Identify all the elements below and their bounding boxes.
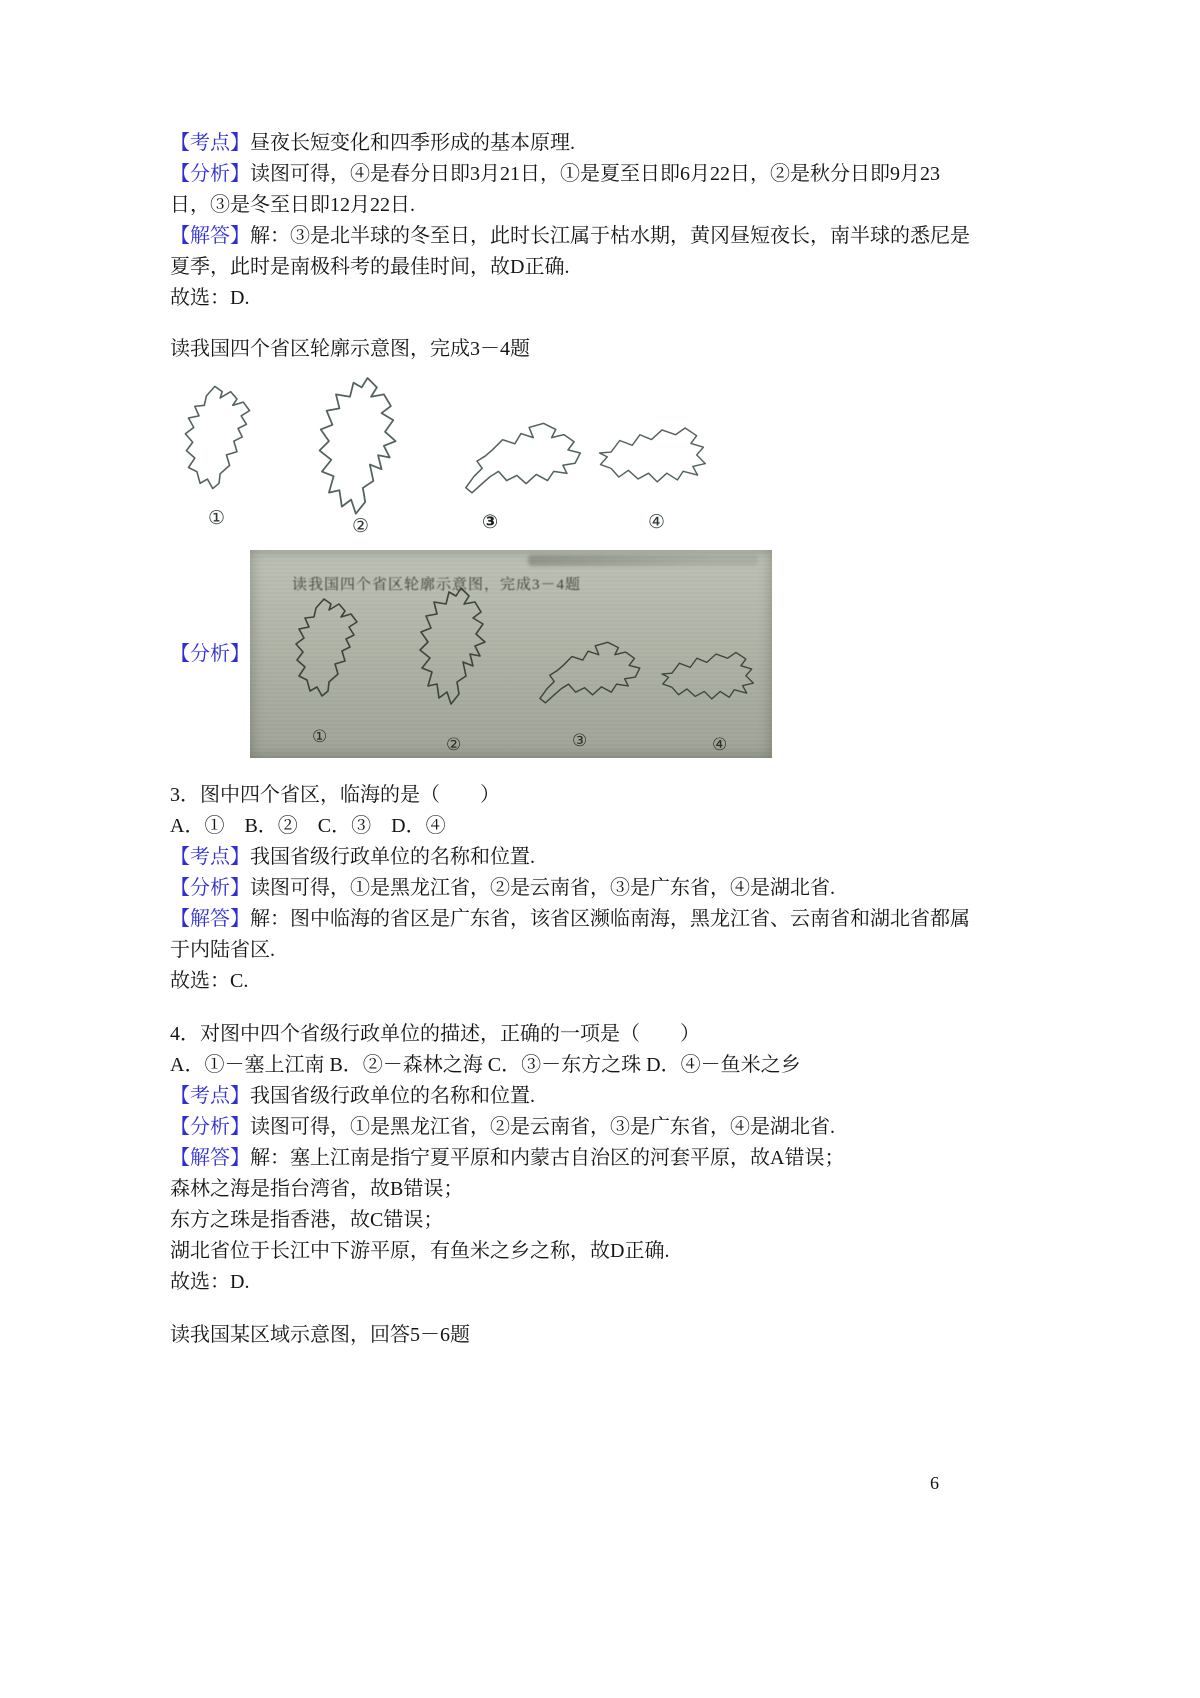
q4-kaodian-line <box>170 1081 970 1112</box>
scan-outline-2 <box>402 582 502 712</box>
circled-number-4: ④ <box>648 511 666 533</box>
q2-jieda-text: 解：③是北半球的冬至日，此时长江属于枯水期，黄冈昼短夜长，南半球的悉尼是夏季，此时是南极科考的最佳时间，故D正确. <box>170 225 970 278</box>
q2-answer: 故选：D. <box>170 287 250 309</box>
scan-circled-number-4: ④ <box>712 735 728 755</box>
spacer <box>170 997 970 1019</box>
province-outline-1-heilongjiang <box>172 379 264 497</box>
scan-circled-number-2: ② <box>446 735 462 755</box>
q4-jieda-line4: 湖北省位于长江中下游平原，有鱼米之乡之称，故D正确. <box>170 1240 670 1262</box>
q4-jieda-line2: 森林之海是指台湾省，故B错误； <box>170 1178 464 1200</box>
q3-options: A．① B．② C．③ D．④ <box>170 815 446 837</box>
scan-noise <box>528 555 758 566</box>
q2-kaodian-line <box>170 128 970 159</box>
circled-number-2: ② <box>352 515 370 537</box>
q3-fenxi-line <box>170 873 970 904</box>
q4-jieda-line3: 东方之珠是指香港，故C错误； <box>170 1209 444 1231</box>
fenxi-label: 【分析】 <box>170 877 250 899</box>
kaodian-label: 【考点】 <box>170 846 250 868</box>
scan-circled-number-3: ③ <box>572 731 588 751</box>
footer-intro: 读我国某区域示意图，回答5－6题 <box>170 1324 470 1346</box>
q2-fenxi-line <box>170 159 970 221</box>
q2-jieda-line <box>170 221 970 283</box>
analysis-scan-row <box>170 550 970 758</box>
q3-jieda-text: 解：图中临海的省区是广东省，该省区濒临南海，黑龙江省、云南省和湖北省都属于内陆省区. <box>170 908 970 961</box>
spacer <box>170 758 970 780</box>
q4-stem: 4．对图中四个省级行政单位的描述，正确的一项是（ ） <box>170 1023 700 1045</box>
circled-number-3: ③ <box>482 511 499 533</box>
kaodian-label: 【考点】 <box>170 132 250 154</box>
q3-kaodian-text: 我国省级行政单位的名称和位置. <box>250 846 535 868</box>
scan-circled-number-1: ① <box>312 727 328 747</box>
q4-fenxi-text: 读图可得，①是黑龙江省，②是云南省，③是广东省，④是湖北省. <box>250 1116 835 1138</box>
q3-kaodian-line <box>170 842 970 873</box>
scan-caption: 读我国四个省区轮廓示意图，完成3－4题 <box>292 577 582 593</box>
q4-answer: 故选：D. <box>170 1271 250 1293</box>
spacer <box>170 1298 970 1320</box>
province-outline-2-yunnan <box>298 371 416 523</box>
q3-answer: 故选：C. <box>170 970 249 992</box>
q3-jieda-line <box>170 904 970 966</box>
kaodian-label: 【考点】 <box>170 1085 250 1107</box>
spacer <box>170 314 970 334</box>
figure-intro: 读我国四个省区轮廓示意图，完成3－4题 <box>170 338 530 360</box>
jieda-label: 【解答】 <box>170 908 250 930</box>
jieda-label: 【解答】 <box>170 1147 250 1169</box>
fenxi-label: 【分析】 <box>170 163 250 185</box>
fenxi-label: 【分析】 <box>170 1116 250 1138</box>
circled-number-1: ① <box>208 507 226 529</box>
q4-jieda-line <box>170 1143 970 1174</box>
scanned-figure <box>250 550 772 758</box>
q4-kaodian-text: 我国省级行政单位的名称和位置. <box>250 1085 535 1107</box>
province-outline-figure <box>170 371 710 536</box>
q2-fenxi-text: 读图可得，④是春分日即3月21日，①是夏至日即6月22日，②是秋分日即9月23日，③是冬至日即12月22日. <box>170 163 940 216</box>
q4-jieda-text: 解：塞上江南是指宁夏平原和内蒙古自治区的河套平原，故A错误； <box>250 1147 845 1169</box>
page-content <box>170 128 970 1351</box>
q4-options: A．①－塞上江南 B．②－森林之海 C．③－东方之珠 D．④－鱼米之乡 <box>170 1054 801 1076</box>
q3-stem: 3．图中四个省区，临海的是（ ） <box>170 784 500 806</box>
scan-outline-3 <box>528 628 650 710</box>
q2-kaodian-text: 昼夜长短变化和四季形成的基本原理. <box>250 132 575 154</box>
q3-fenxi-text: 读图可得，①是黑龙江省，②是云南省，③是广东省，④是湖北省. <box>250 877 835 899</box>
province-outline-4-hubei <box>588 413 713 493</box>
q4-fenxi-line <box>170 1112 970 1143</box>
province-outline-3-guangdong <box>452 407 592 501</box>
scan-outline-1 <box>284 592 370 704</box>
scan-outline-4 <box>652 640 760 708</box>
page-number: 6 <box>930 1473 939 1493</box>
jieda-label: 【解答】 <box>170 225 250 247</box>
fenxi-label: 【分析】 <box>170 642 250 665</box>
